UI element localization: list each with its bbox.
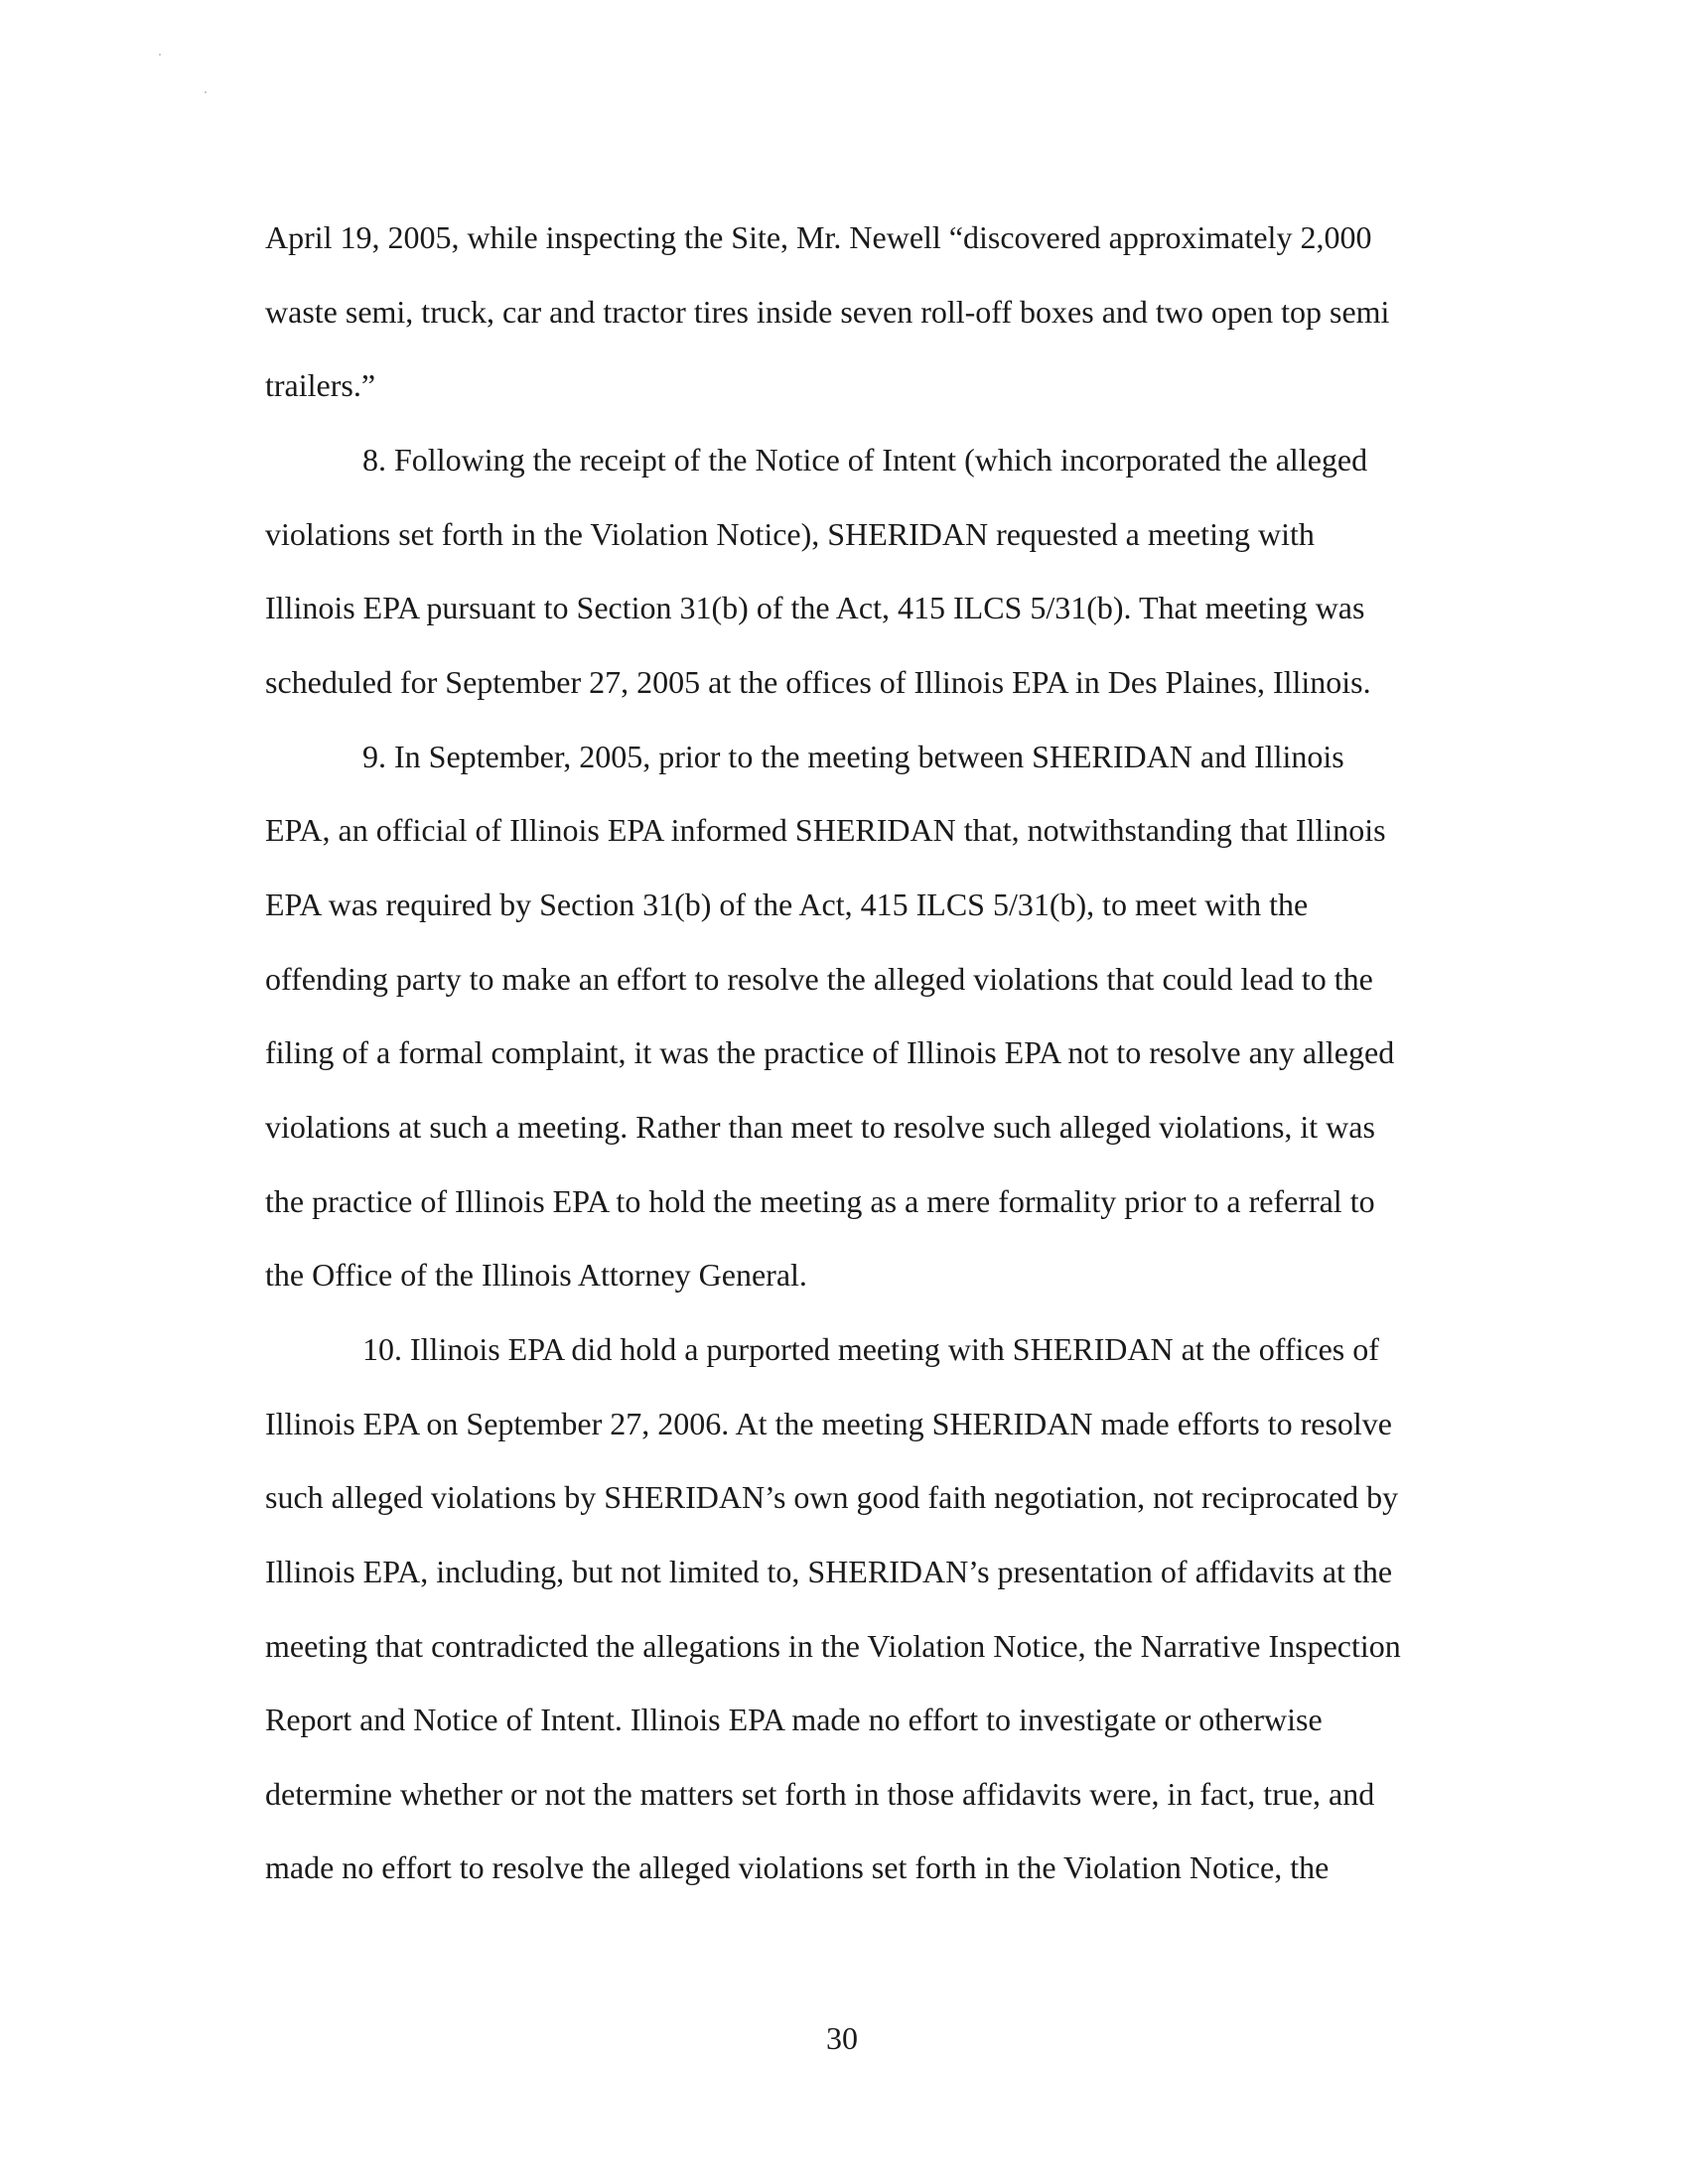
scan-speck bbox=[205, 91, 207, 93]
body-text-line: Illinois EPA pursuant to Section 31(b) of the Act, 415 ILCS 5/31(b). That meeting was bbox=[265, 590, 1365, 625]
body-text-line: made no effort to resolve the alleged violations set forth in the Violation Notice, the bbox=[265, 1849, 1330, 1885]
paragraph-9-first-line: 9. In September, 2005, prior to the meeting between SHERIDAN and Illinois bbox=[362, 739, 1344, 774]
body-text-line: determine whether or not the matters set forth in those affidavits were, in fact, true, and bbox=[265, 1776, 1375, 1812]
body-text-line: trailers.” bbox=[265, 367, 376, 403]
body-text-line: meeting that contradicted the allegations in the Violation Notice, the Narrative Inspection bbox=[265, 1628, 1401, 1664]
body-text-line: the practice of Illinois EPA to hold the meeting as a mere formality prior to a referral to bbox=[265, 1183, 1375, 1219]
body-text-line: EPA was required by Section 31(b) of the Act, 415 ILCS 5/31(b), to meet with the bbox=[265, 887, 1309, 922]
body-text-line: Illinois EPA, including, but not limited to, SHERIDAN’s presentation of affidavits at the bbox=[265, 1554, 1393, 1589]
body-text-line: such alleged violations by SHERIDAN’s own good faith negotiation, not reciprocated by bbox=[265, 1479, 1399, 1515]
page-number: 30 bbox=[826, 2020, 858, 2056]
body-text-line: the Office of the Illinois Attorney General. bbox=[265, 1257, 807, 1293]
body-text-line: violations set forth in the Violation Notice), SHERIDAN requested a meeting with bbox=[265, 516, 1315, 552]
paragraph-10-first-line: 10. Illinois EPA did hold a purported meeting with SHERIDAN at the offices of bbox=[362, 1331, 1379, 1367]
body-text-line: violations at such a meeting. Rather than meet to resolve such alleged violations, it was bbox=[265, 1109, 1375, 1145]
body-text-line: Illinois EPA on September 27, 2006. At the meeting SHERIDAN made efforts to resolve bbox=[265, 1406, 1392, 1441]
body-text-line: filing of a formal complaint, it was the practice of Illinois EPA not to resolve any alleged bbox=[265, 1034, 1395, 1070]
paragraph-8-first-line: 8. Following the receipt of the Notice of Intent (which incorporated the alleged bbox=[362, 442, 1368, 478]
body-text-line: offending party to make an effort to resolve the alleged violations that could lead to the bbox=[265, 961, 1373, 997]
body-text-line: April 19, 2005, while inspecting the Site, Mr. Newell “discovered approximately 2,000 bbox=[265, 219, 1372, 255]
body-text-line: EPA, an official of Illinois EPA informed SHERIDAN that, notwithstanding that Illinois bbox=[265, 812, 1386, 848]
body-text-line: Report and Notice of Intent. Illinois EPA made no effort to investigate or otherwise bbox=[265, 1702, 1323, 1737]
body-text-line: scheduled for September 27, 2005 at the offices of Illinois EPA in Des Plaines, Illinois. bbox=[265, 664, 1371, 700]
scan-speck bbox=[159, 54, 161, 56]
body-text-line: waste semi, truck, car and tractor tires inside seven roll-off boxes and two open top semi bbox=[265, 294, 1390, 330]
